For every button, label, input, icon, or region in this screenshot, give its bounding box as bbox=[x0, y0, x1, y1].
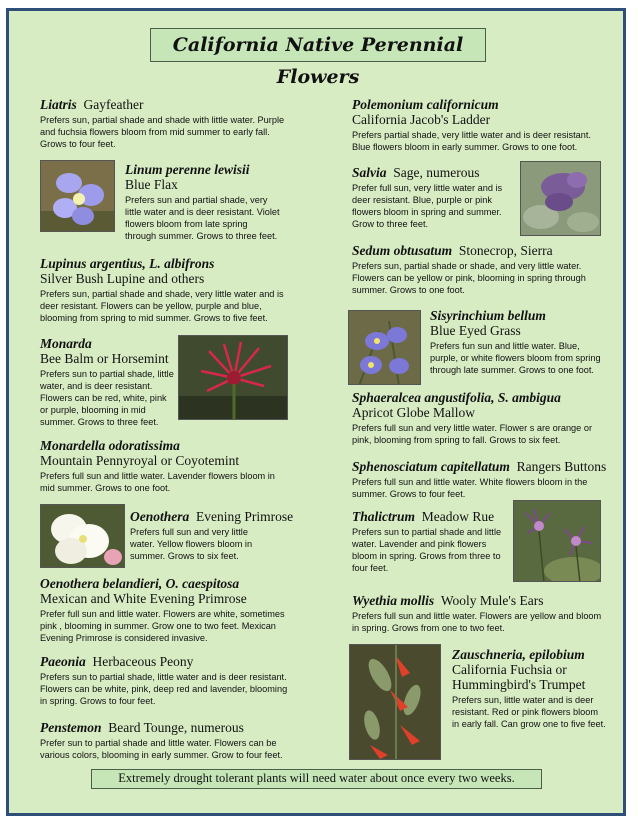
entry-description: Prefers sun to partial shade, little water, and is deer resistant. Flowers can be red, white, pink or purple, blooming in mid summer. Grows to three feet. bbox=[40, 369, 174, 427]
entry-common-name: Apricot Globe Mallow bbox=[352, 405, 475, 420]
photo-evening-primrose bbox=[40, 504, 125, 568]
entry-common-name: Herbaceous Peony bbox=[92, 654, 194, 669]
entry-description: Prefers full sun and very little water. Flower s are orange or pink, blooming from spring to fall. Grows to six feet. bbox=[352, 423, 593, 445]
entry-common-name: Mexican and White Evening Primrose bbox=[40, 591, 247, 606]
entry-common-name: Meadow Rue bbox=[421, 509, 495, 524]
entry-sphenosciatum bbox=[352, 459, 607, 500]
entry-sedum bbox=[352, 243, 607, 296]
entry-description: Prefers sun, partial shade or shade, and very little water. Flowers can be yellow or pink, blooming in spring through summer. Grows to one foot. bbox=[352, 261, 586, 295]
entry-description: Prefers fun sun and little water. Blue, purple, or white flowers bloom from spring through late summer. Grows to one foot. bbox=[430, 341, 601, 375]
entry-sci-name: Oenothera bbox=[130, 509, 190, 524]
entry-salvia bbox=[352, 165, 512, 230]
entry-sci-name: Linum perenne lewisii bbox=[125, 162, 250, 177]
entry-description: Prefers sun, partial shade and shade, very little water and is deer resistant. Flowers can be yellow, purple and blue, blooming from spring to mid summer. Grows to five feet. bbox=[40, 289, 284, 323]
entry-sci-name: Monardella odoratissima bbox=[40, 438, 180, 453]
title-banner bbox=[150, 28, 486, 88]
entry-common-name: Stonecrop, Sierra bbox=[458, 243, 553, 258]
photo-blue-flax bbox=[40, 160, 115, 232]
entry-monardella bbox=[40, 438, 290, 494]
entry-common-name: Rangers Buttons bbox=[516, 459, 607, 474]
entry-monarda bbox=[40, 336, 175, 428]
entry-common-name: California Jacob's Ladder bbox=[352, 112, 491, 127]
entry-zauschneria bbox=[452, 647, 607, 730]
entry-linum bbox=[125, 162, 280, 242]
photo-salvia bbox=[520, 161, 601, 236]
entry-common-name: Blue Flax bbox=[125, 177, 178, 192]
entry-penstemon bbox=[40, 720, 290, 761]
entry-sci-name: Zauschneria, epilobium bbox=[452, 647, 585, 662]
entry-sci-name: Monarda bbox=[40, 336, 92, 351]
photo-california-fuchsia bbox=[349, 644, 441, 760]
entry-common-name: Sage, numerous bbox=[393, 165, 480, 180]
entry-sci-name: Salvia bbox=[352, 165, 387, 180]
photo-bee-balm bbox=[178, 335, 288, 420]
entry-common-name: Silver Bush Lupine and others bbox=[40, 271, 205, 286]
entry-description: Prefers sun and partial shade, very little water and is deer resistant. Violet flowers bloom from late spring through summer. Grows to three feet. bbox=[125, 195, 280, 241]
entry-description: Prefers full sun and little water. White flowers bloom in the summer. Grows to four feet. bbox=[352, 477, 588, 499]
photo-meadow-rue bbox=[513, 500, 601, 582]
entry-description: Prefers sun, little water and is deer resistant. Red or pink flowers bloom in early fall. Can grow one to five feet. bbox=[452, 695, 606, 729]
entry-lupinus bbox=[40, 256, 290, 324]
entry-common-name: Wooly Mule's Ears bbox=[440, 593, 544, 608]
entry-liatris bbox=[40, 97, 290, 150]
entry-oenothera-belandieri bbox=[40, 576, 290, 644]
footer-note-text: Extremely drought tolerant plants will need water about once every two weeks. bbox=[118, 771, 515, 785]
page-title: California Native Perennial Flowers bbox=[172, 34, 464, 88]
entry-description: Prefers full sun and little water. Lavender flowers bloom in mid summer. Grows to one foot. bbox=[40, 471, 275, 493]
entry-description: Prefers sun to partial shade and little water. Lavender and pink flowers bloom in spring. Grows from three to four feet. bbox=[352, 527, 502, 573]
entry-oenothera bbox=[130, 509, 294, 562]
entry-sci-name: Wyethia mollis bbox=[352, 593, 435, 608]
entry-sphaeralcea bbox=[352, 390, 607, 446]
entry-common-name: Evening Primrose bbox=[196, 509, 294, 524]
entry-description: Prefers partial shade, very little water and is deer resistant. Blue flowers bloom in early summer. Grows to one foot. bbox=[352, 130, 591, 152]
entry-sci-name: Sisyrinchium bellum bbox=[430, 308, 546, 323]
entry-wyethia bbox=[352, 593, 607, 634]
entry-sci-name: Oenothera belandieri, O. caespitosa bbox=[40, 576, 240, 591]
entry-sci-name: Lupinus argentius, L. albifrons bbox=[40, 256, 215, 271]
entry-sci-name: Sphaeralcea angustifolia, S. ambigua bbox=[352, 390, 561, 405]
entry-description: Prefers sun, partial shade and shade with little water. Purple and fuchsia flowers bloom from mid summer to early fall. Grows to four feet. bbox=[40, 115, 285, 149]
entry-description: Prefers sun to partial shade, little water and is deer resistant. Flowers can be white, pink, deep red and lavender, blooming in spring. Grows to four feet. bbox=[40, 672, 288, 706]
entry-paeonia bbox=[40, 654, 290, 707]
entry-description: Prefer full sun, very little water and is deer resistant. Blue, purple or pink flowers bloom in spring and summer. Grow to three feet. bbox=[352, 183, 503, 229]
entry-sisyrinchium bbox=[430, 308, 605, 376]
entry-common-name: Mountain Pennyroyal or Coyotemint bbox=[40, 453, 240, 468]
footer-note bbox=[91, 769, 542, 789]
entry-sci-name: Polemonium californicum bbox=[352, 97, 499, 112]
entry-common-name: California Fuchsia or Hummingbird's Trumpet bbox=[452, 662, 586, 692]
entry-thalictrum bbox=[352, 509, 510, 574]
entry-description: Prefer full sun and little water. Flowers are white, sometimes pink , blooming in summer. Grow one to two feet. Mexican Evening Primrose is considered invasive. bbox=[40, 609, 285, 643]
photo-blue-eyed-grass bbox=[348, 310, 421, 385]
entry-description: Prefers full sun and very little water. Yellow flowers bloom in summer. Grows to six feet. bbox=[130, 527, 253, 561]
entry-description: Prefers full sun and little water. Flowers are yellow and bloom in spring. Grows from one to two feet. bbox=[352, 611, 602, 633]
entry-description: Prefer sun to partial shade and little water. Flowers can be various colors, blooming in early summer. Grow to four feet. bbox=[40, 738, 283, 760]
entry-sci-name: Thalictrum bbox=[352, 509, 416, 524]
entry-common-name: Blue Eyed Grass bbox=[430, 323, 521, 338]
entry-sci-name: Liatris bbox=[40, 97, 77, 112]
entry-sci-name: Sphenosciatum capitellatum bbox=[352, 459, 510, 474]
entry-sci-name: Paeonia bbox=[40, 654, 86, 669]
entry-sci-name: Penstemon bbox=[40, 720, 102, 735]
entry-common-name: Gayfeather bbox=[83, 97, 144, 112]
entry-polemonium bbox=[352, 97, 607, 153]
entry-sci-name: Sedum obtusatum bbox=[352, 243, 453, 258]
entry-common-name: Beard Tounge, numerous bbox=[108, 720, 244, 735]
entry-common-name: Bee Balm or Horsemint bbox=[40, 351, 169, 366]
